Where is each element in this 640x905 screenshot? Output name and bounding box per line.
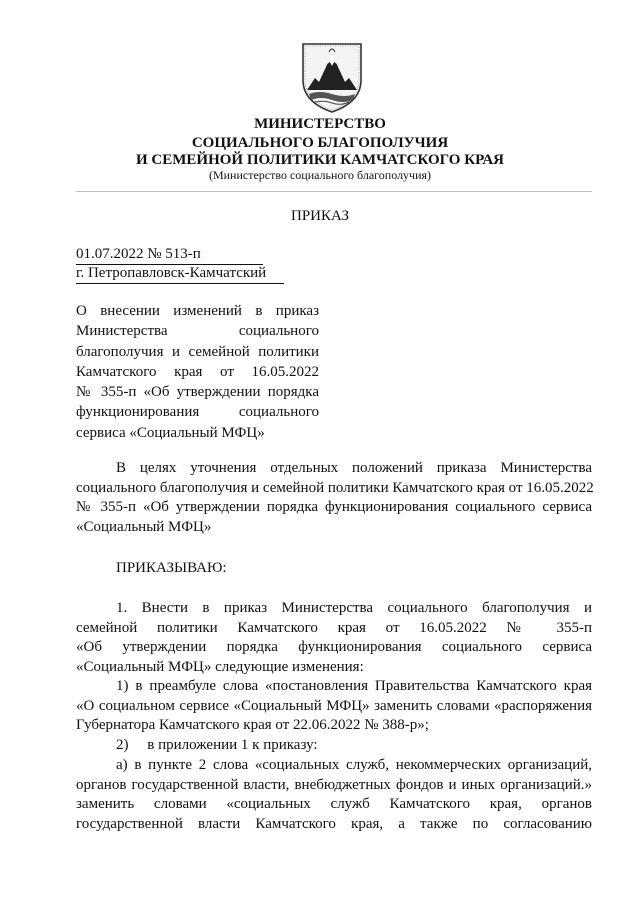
sub-item-2a-line: заменить словами «социальных служб Камчатского края, органов	[76, 796, 592, 813]
kamchatka-coat-of-arms-icon	[299, 40, 365, 114]
sub-item-2	[76, 736, 592, 756]
document-topic	[76, 301, 319, 443]
item-1-line: 1. Внести в приказ Министерства социального благополучия и	[116, 600, 592, 616]
sub-item-2a-line: органов государственной власти, внебюджетных фондов и иных организаций.»	[76, 776, 592, 793]
sub-item-1-line: Губернатора Камчатского края от 22.06.2022 № 388-р»;	[76, 717, 429, 734]
topic-line: сервиса «Социальный МФЦ»	[76, 424, 265, 441]
ministry-name-line-3: И СЕМЕЙНОЙ ПОЛИТИКИ КАМЧАТСКОГО КРАЯ	[135, 152, 504, 168]
document-type-title: ПРИКАЗ	[291, 208, 349, 224]
item-1-line: «Социальный МФЦ» следующие изменения:	[76, 658, 364, 675]
topic-line: благополучия и семейной политики	[76, 343, 319, 360]
date-number: 01.07.2022 № 513-п	[76, 245, 263, 265]
topic-line: Министерства социального	[76, 323, 319, 340]
item-1-line: семейной политики Камчатского края от 16.05.2022 № 355-п	[76, 619, 592, 636]
topic-line: Камчатского края от 16.05.2022	[76, 363, 319, 380]
preamble-paragraph	[76, 459, 592, 537]
sub-item-1-line: «О социальном сервисе «Социальный МФЦ» заменить словами «распоряжения	[76, 697, 592, 714]
order-word: ПРИКАЗЫВАЮ:	[116, 560, 227, 576]
ministry-name-line-2: СОЦИАЛЬНОГО БЛАГОПОЛУЧИЯ	[191, 135, 449, 151]
item-1-paragraph	[76, 599, 592, 677]
sub-item-2a-paragraph	[76, 756, 592, 834]
ministry-short-name: (Министерство социального благополучия)	[208, 168, 432, 182]
topic-line: О внесении изменений в приказ	[76, 303, 319, 319]
topic-line: функционирования социального	[76, 404, 319, 421]
sub-item-2a-line: а) в пункте 2 слова «социальных служб, некоммерческих организаций,	[116, 757, 592, 773]
place-of-issue: г. Петропавловск-Камчатский	[76, 264, 284, 284]
preamble-line: № 355-п «Об утверждении порядка функционирования социального сервиса	[76, 499, 592, 516]
preamble-line: социального благополучия и семейной политики Камчатского края от 16.05.2022	[76, 479, 594, 496]
sub-item-2a-line: государственной власти Камчатского края, а также по согласованию	[76, 815, 592, 832]
preamble-line: В целях уточнения отдельных положений приказа Министерства	[116, 460, 592, 476]
sub-item-1-line: 1) в преамбуле слова «постановления Правительства Камчатского края	[116, 678, 592, 694]
sub-item-2-line: 2) в приложении 1 к приказу:	[116, 737, 318, 753]
ministry-name-line-1: МИНИСТЕРСТВО	[254, 116, 386, 132]
header-divider	[76, 191, 592, 192]
topic-line: № 355-п «Об утверждении порядка	[76, 384, 319, 401]
sub-item-1-paragraph	[76, 677, 592, 736]
item-1-line: «Об утверждении порядка функционирования социального сервиса	[76, 639, 592, 656]
preamble-line: «Социальный МФЦ»	[76, 518, 212, 535]
